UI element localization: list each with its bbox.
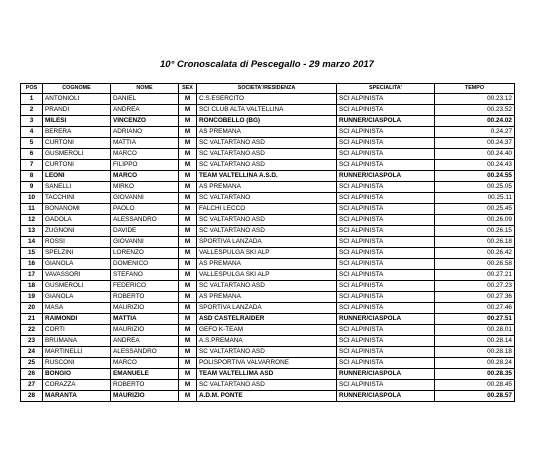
cell-sex: M xyxy=(179,193,197,204)
header-row xyxy=(21,84,515,94)
cell-sex: M xyxy=(179,237,197,248)
cell-nome: LORENZO xyxy=(111,248,179,259)
cell-pos: 15 xyxy=(21,248,43,259)
table-row xyxy=(21,94,515,105)
cell-pos: 23 xyxy=(21,336,43,347)
cell-tempo: 00.24.55 xyxy=(435,171,515,182)
table-row xyxy=(21,270,515,281)
cell-sex: M xyxy=(179,182,197,193)
cell-tempo: 00.26.58 xyxy=(435,259,515,270)
cell-specialita: SCI ALPINISTA xyxy=(337,303,435,314)
cell-societa: TEAM VALTELLIMA ASD xyxy=(197,369,337,380)
cell-nome: ALESSANDRO xyxy=(111,215,179,226)
cell-pos: 26 xyxy=(21,369,43,380)
cell-cognome: RUSCONI xyxy=(43,358,111,369)
cell-specialita: SCI ALPINISTA xyxy=(337,259,435,270)
cell-nome: DAVIDE xyxy=(111,226,179,237)
table-row xyxy=(21,193,515,204)
cell-nome: PAOLO xyxy=(111,204,179,215)
cell-societa: AS PREMANA xyxy=(197,259,337,270)
cell-pos: 6 xyxy=(21,149,43,160)
cell-pos: 19 xyxy=(21,292,43,303)
header-specialita: SPECIALITA' xyxy=(337,84,435,94)
cell-sex: M xyxy=(179,292,197,303)
cell-pos: 4 xyxy=(21,127,43,138)
cell-specialita: SCI ALPINISTA xyxy=(337,204,435,215)
cell-sex: M xyxy=(179,127,197,138)
cell-sex: M xyxy=(179,138,197,149)
cell-nome: MAURIZIO xyxy=(111,303,179,314)
cell-sex: M xyxy=(179,369,197,380)
cell-specialita: RUNNER/CIASPOLA xyxy=(337,116,435,127)
cell-pos: 7 xyxy=(21,160,43,171)
cell-tempo: 00.26.15 xyxy=(435,226,515,237)
cell-sex: M xyxy=(179,281,197,292)
cell-cognome: CORTI xyxy=(43,325,111,336)
cell-sex: M xyxy=(179,270,197,281)
cell-tempo: 00.25.05 xyxy=(435,182,515,193)
cell-tempo: 00.25.11 xyxy=(435,193,515,204)
cell-pos: 10 xyxy=(21,193,43,204)
cell-nome: MARCO xyxy=(111,149,179,160)
cell-societa: GEFO K-TEAM xyxy=(197,325,337,336)
cell-tempo: 00.26.18 xyxy=(435,237,515,248)
cell-pos: 18 xyxy=(21,281,43,292)
cell-pos: 22 xyxy=(21,325,43,336)
results-table xyxy=(20,83,515,402)
cell-nome: MIRKO xyxy=(111,182,179,193)
cell-tempo: 00.24.37 xyxy=(435,138,515,149)
cell-tempo: 00.27.51 xyxy=(435,314,515,325)
cell-cognome: GUSMEROLI xyxy=(43,281,111,292)
cell-nome: ALESSANDRO xyxy=(111,347,179,358)
cell-cognome: ZUGNONI xyxy=(43,226,111,237)
cell-nome: MATTIA xyxy=(111,138,179,149)
cell-cognome: GIANOLA xyxy=(43,292,111,303)
cell-sex: M xyxy=(179,116,197,127)
cell-sex: M xyxy=(179,358,197,369)
cell-specialita: SCI ALPINISTA xyxy=(337,226,435,237)
cell-specialita: SCI ALPINISTA xyxy=(337,160,435,171)
table-row xyxy=(21,391,515,402)
cell-nome: ROBERTO xyxy=(111,380,179,391)
cell-specialita: SCI ALPINISTA xyxy=(337,127,435,138)
cell-pos: 21 xyxy=(21,314,43,325)
cell-nome: STEFANO xyxy=(111,270,179,281)
cell-pos: 28 xyxy=(21,391,43,402)
cell-cognome: GADOLA xyxy=(43,215,111,226)
cell-cognome: MARANTA xyxy=(43,391,111,402)
cell-societa: SC VALTARTANO xyxy=(197,193,337,204)
cell-specialita: RUNNER/CIASPOLA xyxy=(337,171,435,182)
cell-specialita: SCI ALPINISTA xyxy=(337,105,435,116)
cell-specialita: SCI ALPINISTA xyxy=(337,193,435,204)
table-row xyxy=(21,182,515,193)
cell-cognome: BERERA xyxy=(43,127,111,138)
cell-sex: M xyxy=(179,325,197,336)
table-row xyxy=(21,116,515,127)
cell-societa: SC VALTARTANO ASD xyxy=(197,380,337,391)
table-row xyxy=(21,380,515,391)
cell-societa: AS PREMANA xyxy=(197,127,337,138)
cell-pos: 11 xyxy=(21,204,43,215)
cell-pos: 17 xyxy=(21,270,43,281)
cell-cognome: GIANOLA xyxy=(43,259,111,270)
cell-pos: 3 xyxy=(21,116,43,127)
cell-nome: ROBERTO xyxy=(111,292,179,303)
cell-tempo: 00.26.09 xyxy=(435,215,515,226)
cell-specialita: SCI ALPINISTA xyxy=(337,380,435,391)
cell-nome: MAURIZIO xyxy=(111,325,179,336)
cell-tempo: 00.28.35 xyxy=(435,369,515,380)
cell-societa: SC VALTARTANO ASD xyxy=(197,160,337,171)
cell-nome: MARCO xyxy=(111,358,179,369)
table-row xyxy=(21,325,515,336)
table-row xyxy=(21,369,515,380)
cell-cognome: CORAZZA xyxy=(43,380,111,391)
cell-sex: M xyxy=(179,259,197,270)
cell-cognome: MASA xyxy=(43,303,111,314)
cell-pos: 13 xyxy=(21,226,43,237)
cell-sex: M xyxy=(179,347,197,358)
cell-tempo: 00.24.43 xyxy=(435,160,515,171)
page-title: 10° Cronoscalata di Pescegallo - 29 marzo 2017 xyxy=(160,59,374,70)
cell-cognome: ANTONIOLI xyxy=(43,94,111,105)
cell-societa: C.S.ESERCITO xyxy=(197,94,337,105)
table-row xyxy=(21,347,515,358)
cell-tempo: 00.28.57 xyxy=(435,391,515,402)
cell-nome: ADRIANO xyxy=(111,127,179,138)
cell-specialita: SCI ALPINISTA xyxy=(337,358,435,369)
cell-nome: FILIPPO xyxy=(111,160,179,171)
cell-pos: 24 xyxy=(21,347,43,358)
table-row xyxy=(21,314,515,325)
cell-nome: MAURIZIO xyxy=(111,391,179,402)
cell-societa: SC VALTARTANO ASD xyxy=(197,281,337,292)
cell-cognome: BONANOMI xyxy=(43,204,111,215)
cell-sex: M xyxy=(179,226,197,237)
cell-societa: POLISPORTIVA VALVARRONE xyxy=(197,358,337,369)
table-row xyxy=(21,105,515,116)
cell-societa: SC VALTARTANO ASD xyxy=(197,347,337,358)
cell-specialita: RUNNER/CIASPOLA xyxy=(337,369,435,380)
cell-sex: M xyxy=(179,215,197,226)
cell-specialita: SCI ALPINISTA xyxy=(337,237,435,248)
cell-nome: DANIEL xyxy=(111,94,179,105)
cell-tempo: 00.23.52 xyxy=(435,105,515,116)
table-row xyxy=(21,281,515,292)
cell-tempo: 00.28.14 xyxy=(435,336,515,347)
table-row xyxy=(21,248,515,259)
cell-societa: SC VALTARTANO ASD xyxy=(197,215,337,226)
cell-tempo: 00.27.21 xyxy=(435,270,515,281)
cell-cognome: BRUMANA xyxy=(43,336,111,347)
cell-sex: M xyxy=(179,380,197,391)
cell-sex: M xyxy=(179,336,197,347)
cell-specialita: SCI ALPINISTA xyxy=(337,149,435,160)
cell-pos: 16 xyxy=(21,259,43,270)
cell-pos: 14 xyxy=(21,237,43,248)
cell-specialita: SCI ALPINISTA xyxy=(337,281,435,292)
cell-specialita: SCI ALPINISTA xyxy=(337,94,435,105)
cell-tempo: 00.28.24 xyxy=(435,358,515,369)
table-row xyxy=(21,171,515,182)
cell-cognome: MARTINELLI xyxy=(43,347,111,358)
cell-cognome: SPELZINI xyxy=(43,248,111,259)
table-row xyxy=(21,149,515,160)
cell-tempo: 00.23.12 xyxy=(435,94,515,105)
cell-sex: M xyxy=(179,105,197,116)
cell-tempo: 00.24.40 xyxy=(435,149,515,160)
cell-societa: A.S.PREMANA xyxy=(197,336,337,347)
cell-sex: M xyxy=(179,204,197,215)
cell-pos: 9 xyxy=(21,182,43,193)
cell-cognome: RAIMONDI xyxy=(43,314,111,325)
cell-pos: 25 xyxy=(21,358,43,369)
table-row xyxy=(21,292,515,303)
cell-tempo: 00.28.01 xyxy=(435,325,515,336)
table-row xyxy=(21,138,515,149)
cell-societa: SC VALTARTANO ASD xyxy=(197,138,337,149)
cell-cognome: MILESI xyxy=(43,116,111,127)
cell-tempo: 00.27.23 xyxy=(435,281,515,292)
cell-societa: VALLESPULGA SKI ALP xyxy=(197,270,337,281)
cell-sex: M xyxy=(179,171,197,182)
table-row xyxy=(21,226,515,237)
cell-specialita: SCI ALPINISTA xyxy=(337,292,435,303)
cell-societa: A.D.M. PONTE xyxy=(197,391,337,402)
cell-specialita: SCI ALPINISTA xyxy=(337,347,435,358)
cell-nome: ANDREA xyxy=(111,336,179,347)
header-tempo: TEMPO xyxy=(435,84,515,94)
cell-nome: GIOVANNI xyxy=(111,237,179,248)
cell-cognome: PRANDI xyxy=(43,105,111,116)
cell-cognome: GUSMEROLI xyxy=(43,149,111,160)
cell-societa: TEAM VALTELLINA A.S.D. xyxy=(197,171,337,182)
cell-specialita: RUNNER/CIASPOLA xyxy=(337,314,435,325)
cell-societa: VALLESPULGA SKI ALP xyxy=(197,248,337,259)
cell-tempo: 00.28.18 xyxy=(435,347,515,358)
cell-specialita: SCI ALPINISTA xyxy=(337,325,435,336)
cell-cognome: VAVASSORI xyxy=(43,270,111,281)
cell-cognome: CURTONI xyxy=(43,138,111,149)
cell-tempo: 00.26.42 xyxy=(435,248,515,259)
cell-societa: RONCOBELLO (BG) xyxy=(197,116,337,127)
cell-cognome: CURTONI xyxy=(43,160,111,171)
cell-pos: 27 xyxy=(21,380,43,391)
cell-tempo: 00.28.45 xyxy=(435,380,515,391)
header-sex: SEX xyxy=(179,84,197,94)
table-row xyxy=(21,160,515,171)
table-row xyxy=(21,215,515,226)
cell-societa: AS PREMANA xyxy=(197,292,337,303)
cell-sex: M xyxy=(179,248,197,259)
cell-specialita: SCI ALPINISTA xyxy=(337,336,435,347)
cell-pos: 1 xyxy=(21,94,43,105)
table-row xyxy=(21,237,515,248)
cell-tempo: 00.27.46 xyxy=(435,303,515,314)
table-row xyxy=(21,259,515,270)
cell-pos: 2 xyxy=(21,105,43,116)
cell-cognome: TACCHINI xyxy=(43,193,111,204)
cell-specialita: SCI ALPINISTA xyxy=(337,182,435,193)
cell-societa: SCI CLUB ALTA VALTELLINA xyxy=(197,105,337,116)
cell-sex: M xyxy=(179,314,197,325)
cell-sex: M xyxy=(179,391,197,402)
cell-cognome: ROSSI xyxy=(43,237,111,248)
table-row xyxy=(21,336,515,347)
cell-nome: ANDREA xyxy=(111,105,179,116)
cell-specialita: RUNNER/CIASPOLA xyxy=(337,391,435,402)
header-pos: POS xyxy=(21,84,43,94)
cell-nome: EMANUELE xyxy=(111,369,179,380)
cell-societa: AS PREMANA xyxy=(197,182,337,193)
cell-tempo: 00.24.02 xyxy=(435,116,515,127)
cell-nome: FEDERICO xyxy=(111,281,179,292)
cell-nome: DOMENICO xyxy=(111,259,179,270)
cell-pos: 12 xyxy=(21,215,43,226)
cell-tempo: 0.24.27 xyxy=(435,127,515,138)
cell-nome: MARCO xyxy=(111,171,179,182)
cell-sex: M xyxy=(179,160,197,171)
cell-societa: SC VALTARTANO ASD xyxy=(197,226,337,237)
header-cognome: COGNOME xyxy=(43,84,111,94)
cell-nome: MATTIA xyxy=(111,314,179,325)
cell-specialita: SCI ALPINISTA xyxy=(337,248,435,259)
table-row xyxy=(21,204,515,215)
table-row xyxy=(21,127,515,138)
cell-sex: M xyxy=(179,303,197,314)
cell-specialita: SCI ALPINISTA xyxy=(337,270,435,281)
cell-nome: GIOVANNI xyxy=(111,193,179,204)
cell-pos: 5 xyxy=(21,138,43,149)
cell-pos: 8 xyxy=(21,171,43,182)
cell-societa: SPORTIVA LANZADA xyxy=(197,237,337,248)
cell-specialita: SCI ALPINISTA xyxy=(337,215,435,226)
cell-tempo: 00.27.36 xyxy=(435,292,515,303)
results-body xyxy=(21,94,515,402)
cell-specialita: SCI ALPINISTA xyxy=(337,138,435,149)
cell-nome: VINCENZO xyxy=(111,116,179,127)
header-nome: NOME xyxy=(111,84,179,94)
cell-societa: FALCHI LECCO xyxy=(197,204,337,215)
cell-societa: SPORTIVA LANZADA xyxy=(197,303,337,314)
cell-cognome: BONGIO xyxy=(43,369,111,380)
cell-tempo: 00.25.45 xyxy=(435,204,515,215)
cell-cognome: SANELLI xyxy=(43,182,111,193)
table-row xyxy=(21,303,515,314)
cell-societa: ASD CASTELRAIDER xyxy=(197,314,337,325)
cell-sex: M xyxy=(179,94,197,105)
cell-societa: SC VALTARTANO ASD xyxy=(197,149,337,160)
cell-sex: M xyxy=(179,149,197,160)
cell-pos: 20 xyxy=(21,303,43,314)
table-row xyxy=(21,358,515,369)
header-societa: SOCIETA'/RESIDENZA xyxy=(197,84,337,94)
cell-cognome: LEONI xyxy=(43,171,111,182)
